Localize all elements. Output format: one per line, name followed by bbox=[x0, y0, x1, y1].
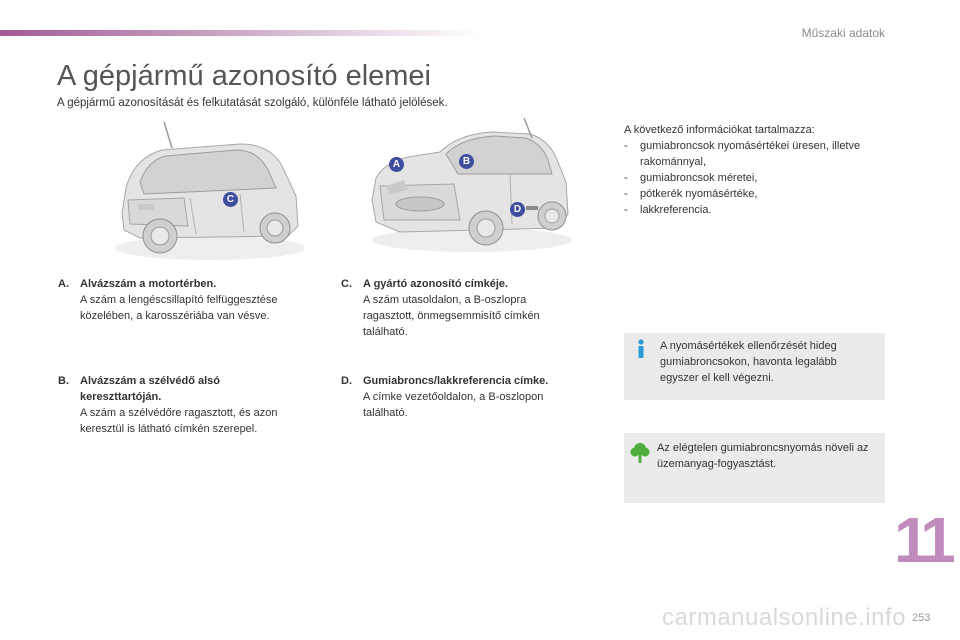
item-a-text: A szám a lengéscsillapító felfüggesztése közelében, a karosszériába van vésve. bbox=[80, 294, 278, 322]
list-item: - gumiabroncsok méretei, bbox=[624, 170, 894, 186]
tree-icon bbox=[630, 442, 650, 469]
info-note-text: A nyomásértékek ellenőrzését hideg gumiabroncsokon, havonta legalább egyszer el kell végezni. bbox=[660, 340, 837, 384]
chapter-number: 11 bbox=[894, 504, 950, 576]
item-c-letter: C. bbox=[341, 278, 352, 290]
list-item: - pótkerék nyomásértéke, bbox=[624, 186, 894, 202]
eco-note bbox=[624, 433, 885, 503]
item-a bbox=[58, 276, 308, 324]
item-d-letter: D. bbox=[341, 375, 352, 387]
item-d bbox=[341, 373, 591, 421]
list-item: - lakkreferencia. bbox=[624, 202, 894, 218]
page-subtitle: A gépjármű azonosítását és felkutatását szolgáló, különféle látható jelölések. bbox=[57, 97, 448, 109]
item-d-text: A címke vezetőoldalon, a B-oszlopon található. bbox=[363, 391, 544, 419]
header-accent-bar bbox=[0, 30, 480, 36]
item-c bbox=[341, 276, 581, 340]
eco-note-text: Az elégtelen gumiabroncsnyomás növeli az üzemanyag-fogyasztást. bbox=[657, 442, 869, 470]
item-c-title: A gyártó azonosító címkéje. bbox=[363, 278, 509, 290]
info-note bbox=[624, 333, 885, 400]
car-front-illustration bbox=[362, 116, 584, 254]
item-a-title: Alvázszám a motortérben. bbox=[80, 278, 217, 290]
page-number: 253 bbox=[912, 612, 931, 624]
tyre-label-info bbox=[624, 122, 894, 218]
marker-b: B bbox=[459, 154, 474, 169]
car-rear-illustration bbox=[100, 118, 310, 268]
page-title: A gépjármű azonosító elemei bbox=[57, 60, 431, 92]
marker-d: D bbox=[510, 202, 525, 217]
tyre-label-list bbox=[624, 138, 894, 218]
item-b bbox=[58, 373, 308, 437]
item-b-text: A szám a szélvédőre ragasztott, és azon keresztül is látható címkén szerepel. bbox=[80, 407, 278, 435]
section-title: Műszaki adatok bbox=[801, 26, 885, 40]
list-item: - gumiabroncsok nyomásértékei üresen, illetve rakománnyal, bbox=[624, 138, 894, 170]
info-icon bbox=[634, 339, 648, 364]
item-b-title: Alvázszám a szélvédő alsó kereszttartóján. bbox=[80, 375, 221, 403]
tyre-label-intro: A következő információkat tartalmazza: bbox=[624, 124, 815, 136]
marker-c: C bbox=[223, 192, 238, 207]
item-b-letter: B. bbox=[58, 375, 69, 387]
marker-a: A bbox=[389, 157, 404, 172]
item-c-text: A szám utasoldalon, a B-oszlopra ragasztott, önmegsemmisítő címkén található. bbox=[363, 294, 540, 338]
watermark: carmanualsonline.info bbox=[662, 604, 906, 631]
item-a-letter: A. bbox=[58, 278, 69, 290]
item-d-title: Gumiabroncs/lakkreferencia címke. bbox=[363, 375, 549, 387]
